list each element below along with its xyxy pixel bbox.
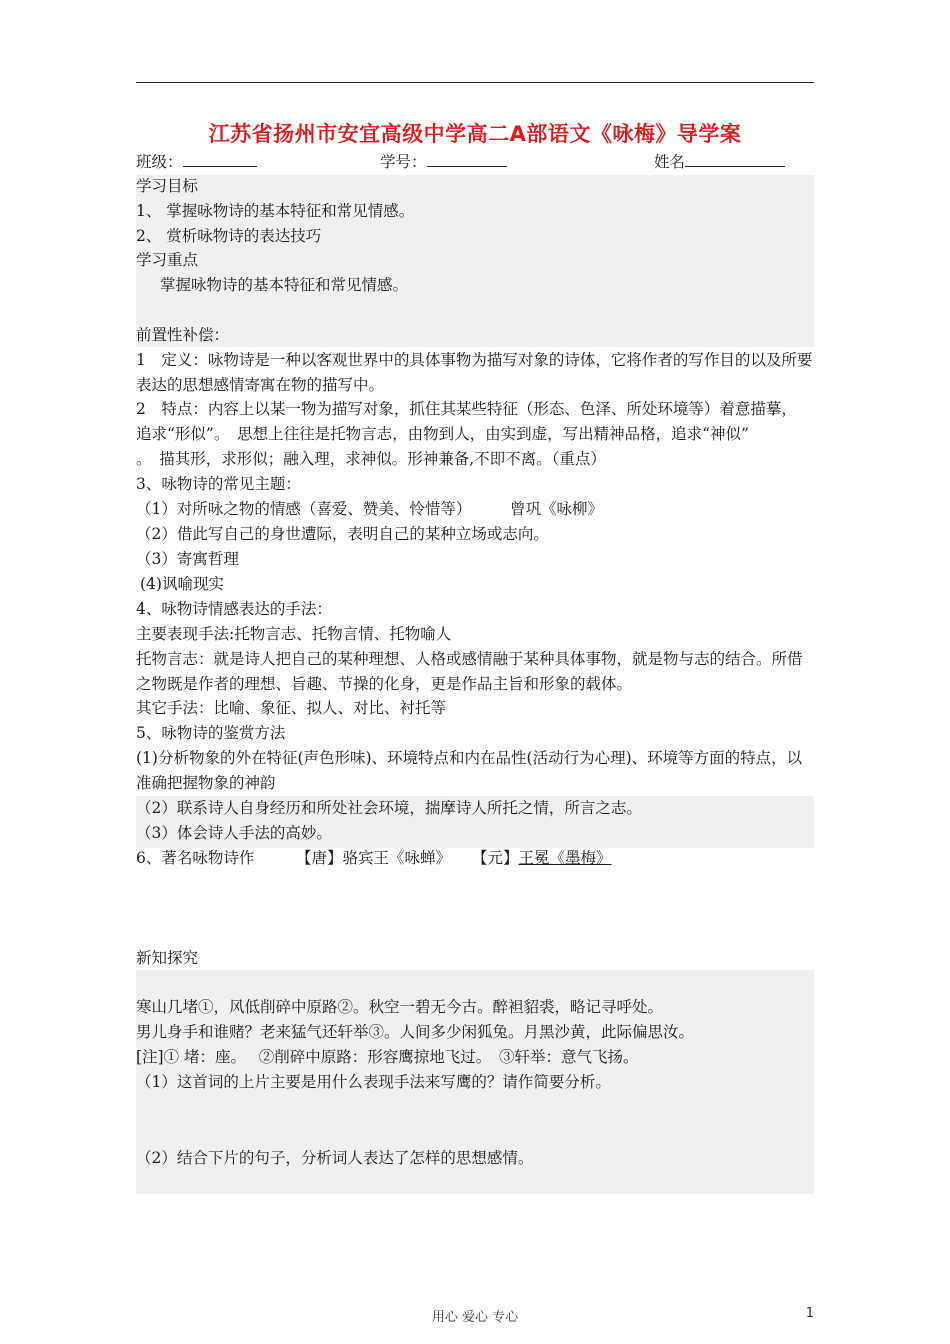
name-field[interactable] <box>685 150 785 167</box>
theme-1-text: （1）对所咏之物的情感（喜爱、赞美、怜惜等） <box>136 500 472 518</box>
objective-item-2: 2、 赏析咏物诗的表达技巧 <box>136 227 322 245</box>
page-number: 1 <box>805 1306 814 1321</box>
famous-heading: 6、著名咏物诗作 <box>136 849 255 867</box>
famous-work <box>296 846 451 871</box>
appreciation-heading: 5、咏物诗的鉴赏方法 <box>136 724 286 742</box>
theme-1-example: 曾巩《咏柳》 <box>510 500 604 518</box>
theme-4: (4)讽喻现实 <box>140 575 224 593</box>
student-no-group <box>380 150 507 175</box>
question-1: （1）这首词的上片主要是用什么表现手法来写鹰的？请作简要分析。 <box>136 1073 611 1091</box>
appreciation-3: （3）体会诗人手法的高妙。 <box>136 824 332 842</box>
methods-other: 其它手法：比喻、象征、拟人、对比、衬托等 <box>136 699 447 717</box>
poem-line-1: 寒山几堵①，风低削碎中原路②。秋空一碧无今古。醉袒貂裘，略记寻呼处。 <box>136 998 664 1016</box>
methods-heading: 4、咏物诗情感表达的手法： <box>136 600 332 618</box>
preface-features-1: 2 特点：内容上以某一物为描写对象，抓住其某些特征（形态、色泽、所处环境等）着意描摹， <box>136 400 797 418</box>
objective-item-1: 1、 掌握咏物诗的基本特征和常见情感。 <box>136 202 415 220</box>
preface-features-2: 追求“形似”。 思想上往往是托物言志，由物到人，由实到虚，写出精神品格，追求“神似” <box>136 425 749 443</box>
methods-explain: 托物言志：就是诗人把自己的某种理想、人格或感情融于某种具体事物，就是物与志的结合。所借之物既是作者的理想、旨趣、节操的化身，更是作品主旨和形象的载体。 <box>136 650 803 693</box>
question-2: （2）结合下片的句子，分析词人表达了怎样的思想感情。 <box>136 1149 534 1167</box>
student-info-row <box>136 150 816 175</box>
class-field[interactable] <box>183 150 257 167</box>
poem-line-2: 男儿身手和谁赌？老来猛气还轩举③。人间多少闲狐兔。月黑沙黄，此际偏思汝。 <box>136 1023 695 1041</box>
themes-heading: 3、咏物诗的常见主题： <box>136 475 301 493</box>
student-no-label: 学号： <box>380 153 427 171</box>
methods-main: 主要表现手法:托物言志、托物言情、托物喻人 <box>136 625 452 643</box>
preface-definition: 1 定义：咏物诗是一种以客观世界中的具体事物为描写对象的诗体，它将作者的写作目的以及所要表达的思想感情寄寓在物的描写中。 <box>136 351 813 394</box>
appreciation-1: (1)分析物象的外在特征(声色形味)、环境特点和内在品性(活动行为心理)、环境等方面的特点，以准确把握物象的神韵 <box>136 749 803 792</box>
student-no-field[interactable] <box>427 150 507 167</box>
header-rule <box>136 82 814 83</box>
author: 骆宾王 <box>342 849 390 867</box>
class-label: 班级： <box>136 153 183 171</box>
document-title: 江苏省扬州市安宜高级中学高二A部语文《咏梅》导学案 <box>208 122 742 146</box>
focus-heading: 学习重点 <box>136 251 199 269</box>
footer-slogan: 用心 爱心 专心 <box>431 1310 519 1325</box>
poem-notes: [注]① 堵：座。 ②削碎中原路：形容鹰掠地飞过。 ③轩举：意气飞扬。 <box>136 1048 639 1066</box>
work-title: 《咏蝉》 <box>389 849 452 867</box>
objectives-heading: 学习目标 <box>136 177 199 195</box>
appreciation-2: （2）联系诗人自身经历和所处社会环境，揣摩诗人所托之情，所言之志。 <box>136 799 642 817</box>
preface-heading: 前置性补偿： <box>136 326 230 344</box>
famous-work <box>472 846 612 871</box>
famous-works-row-1 <box>136 846 816 871</box>
theme-1 <box>136 497 816 522</box>
dynasty: 【唐】 <box>296 849 343 867</box>
author: 王冕 <box>518 849 550 867</box>
work-title: 《墨梅》 <box>549 849 612 867</box>
name-label: 姓名 <box>654 153 686 171</box>
dynasty: 【元】 <box>472 849 519 867</box>
theme-3: （3）寄寓哲理 <box>136 550 239 568</box>
name-group <box>654 150 785 175</box>
focus-text: 掌握咏物诗的基本特征和常见情感。 <box>160 276 409 294</box>
theme-2: （2）借此写自己的身世遭际，表明自己的某种立场或志向。 <box>136 525 549 543</box>
preface-features-3: 。 描其形，求形似；融入理，求神似。形神兼备,不即不离。（重点） <box>136 450 606 468</box>
explore-heading: 新知探究 <box>136 949 199 967</box>
